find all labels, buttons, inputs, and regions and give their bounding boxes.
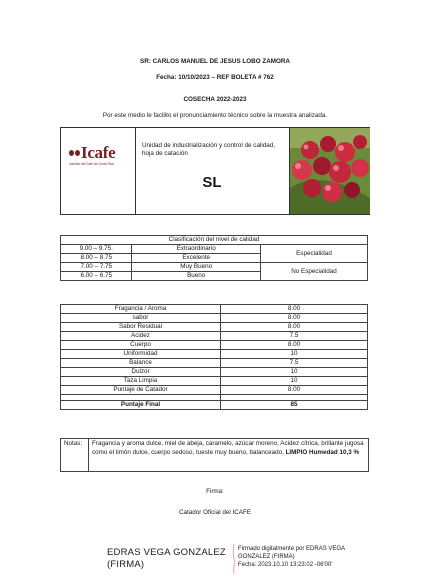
signer-name-line1: EDRAS VEGA GONZALEZ bbox=[107, 547, 226, 558]
non-specialty-group: No Especialidad bbox=[260, 263, 367, 281]
table-row bbox=[61, 245, 368, 254]
digital-signature-line2: GONZALEZ (FIRMA) bbox=[238, 554, 295, 560]
score-cell: 8.00 bbox=[221, 341, 368, 350]
range-cell: 9.00 – 9.75. bbox=[61, 245, 132, 254]
score-cell: 8.00 bbox=[221, 386, 368, 395]
table-row bbox=[61, 377, 368, 386]
attribute-cell: Uniformidad bbox=[61, 350, 221, 359]
notes-box bbox=[60, 438, 369, 472]
score-cell: 8.00 bbox=[221, 305, 368, 314]
header-box bbox=[60, 127, 370, 215]
unit-description: Unidad de industrialización y control de calidad, hoja de catación bbox=[142, 142, 276, 157]
attribute-cell: Taza Limpia bbox=[61, 377, 221, 386]
table-row bbox=[61, 359, 368, 368]
logo-cell bbox=[61, 128, 136, 214]
icafe-logo bbox=[69, 144, 135, 166]
attribute-cell: Cuerpo bbox=[61, 341, 221, 350]
attribute-cell: Balance bbox=[61, 359, 221, 368]
classification-title: Clasificación del nivel de calidad bbox=[61, 236, 368, 245]
scores-table bbox=[60, 304, 368, 410]
attribute-cell: sabor bbox=[61, 314, 221, 323]
attribute-cell: Acidez bbox=[61, 332, 221, 341]
table-row bbox=[61, 368, 368, 377]
harvest-line: COSECHA 2022-2023 bbox=[183, 96, 247, 103]
taster-role: Catador Oficial del ICAFE bbox=[178, 509, 252, 516]
digital-signature bbox=[238, 545, 345, 569]
range-cell: 6.00 – 6.75 bbox=[61, 272, 132, 281]
coffee-beans-icon bbox=[69, 150, 80, 156]
attribute-cell: Puntaje de Catador bbox=[61, 386, 221, 395]
score-cell: 7.5 bbox=[221, 359, 368, 368]
notes-highlight: LIMPIO Humedad 10,3 % bbox=[285, 448, 360, 456]
specialty-group: Especialidad bbox=[260, 245, 367, 263]
notes-label: Notas: bbox=[61, 439, 89, 471]
level-cell: Excelente bbox=[132, 254, 261, 263]
level-cell: Muy Bueno bbox=[132, 263, 261, 272]
logo-subtitle: Instituto del Café de Costa Rica bbox=[69, 162, 114, 166]
intro-text: Por este medio le facilito el pronunciamiento técnico sobre la muestra analizada. bbox=[102, 112, 328, 119]
coffee-cherries-image bbox=[289, 128, 370, 214]
header-description-cell bbox=[136, 128, 288, 214]
table-row bbox=[61, 323, 368, 332]
signer-name-line2: (FIRMA) bbox=[107, 559, 145, 570]
sample-code: SL bbox=[202, 174, 222, 191]
score-cell: 8.00 bbox=[221, 323, 368, 332]
score-cell: 10 bbox=[221, 350, 368, 359]
final-score-row bbox=[61, 401, 368, 410]
attribute-cell: Dulzor bbox=[61, 368, 221, 377]
score-cell: 7.5 bbox=[221, 332, 368, 341]
final-score-value: 85 bbox=[221, 401, 368, 410]
notes-description: Fragancia y aroma dulce, miel de abeja, caramelo, azúcar moreno, Acidez cítrica, brillante jugosa como el limón dulce, cuerpo sedoso, tueste muy bueno, balanceado, bbox=[92, 440, 364, 456]
score-cell: 10 bbox=[221, 377, 368, 386]
table-row bbox=[61, 386, 368, 395]
recipient-line: SR: CARLOS MANUEL DE JESUS LOBO ZAMORA bbox=[140, 58, 290, 65]
range-cell: 7.00 – 7.75 bbox=[61, 263, 132, 272]
final-score-label: Puntaje Final bbox=[61, 401, 221, 410]
table-row bbox=[61, 314, 368, 323]
notes-text bbox=[92, 440, 366, 457]
table-row bbox=[61, 350, 368, 359]
table-row bbox=[61, 332, 368, 341]
firma-label: Firma: bbox=[206, 488, 224, 495]
attribute-cell: Fragancia / Aroma bbox=[61, 305, 221, 314]
date-ref-line: Fecha: 10/10/2023 – REF BOLETA # 762 bbox=[156, 74, 274, 81]
table-row bbox=[61, 263, 368, 272]
table-row bbox=[61, 305, 368, 314]
classification-table bbox=[60, 235, 368, 281]
level-cell: Extraordinario bbox=[132, 245, 261, 254]
attribute-cell: Sabor Residual bbox=[61, 323, 221, 332]
logo-name: Icafe bbox=[81, 143, 116, 162]
digital-signature-line1: Firmado digitalmente por EDRAS VEGA bbox=[238, 546, 346, 552]
score-cell: 10 bbox=[221, 368, 368, 377]
score-cell: 8.00 bbox=[221, 314, 368, 323]
level-cell: Bueno bbox=[132, 272, 261, 281]
range-cell: 8.00 – 8.75 bbox=[61, 254, 132, 263]
digital-signature-date: Fecha: 2023.10.10 13:23:02 -06'00' bbox=[238, 562, 333, 568]
table-row bbox=[61, 341, 368, 350]
signature-mark-icon bbox=[232, 544, 236, 574]
signer-name bbox=[107, 547, 226, 571]
